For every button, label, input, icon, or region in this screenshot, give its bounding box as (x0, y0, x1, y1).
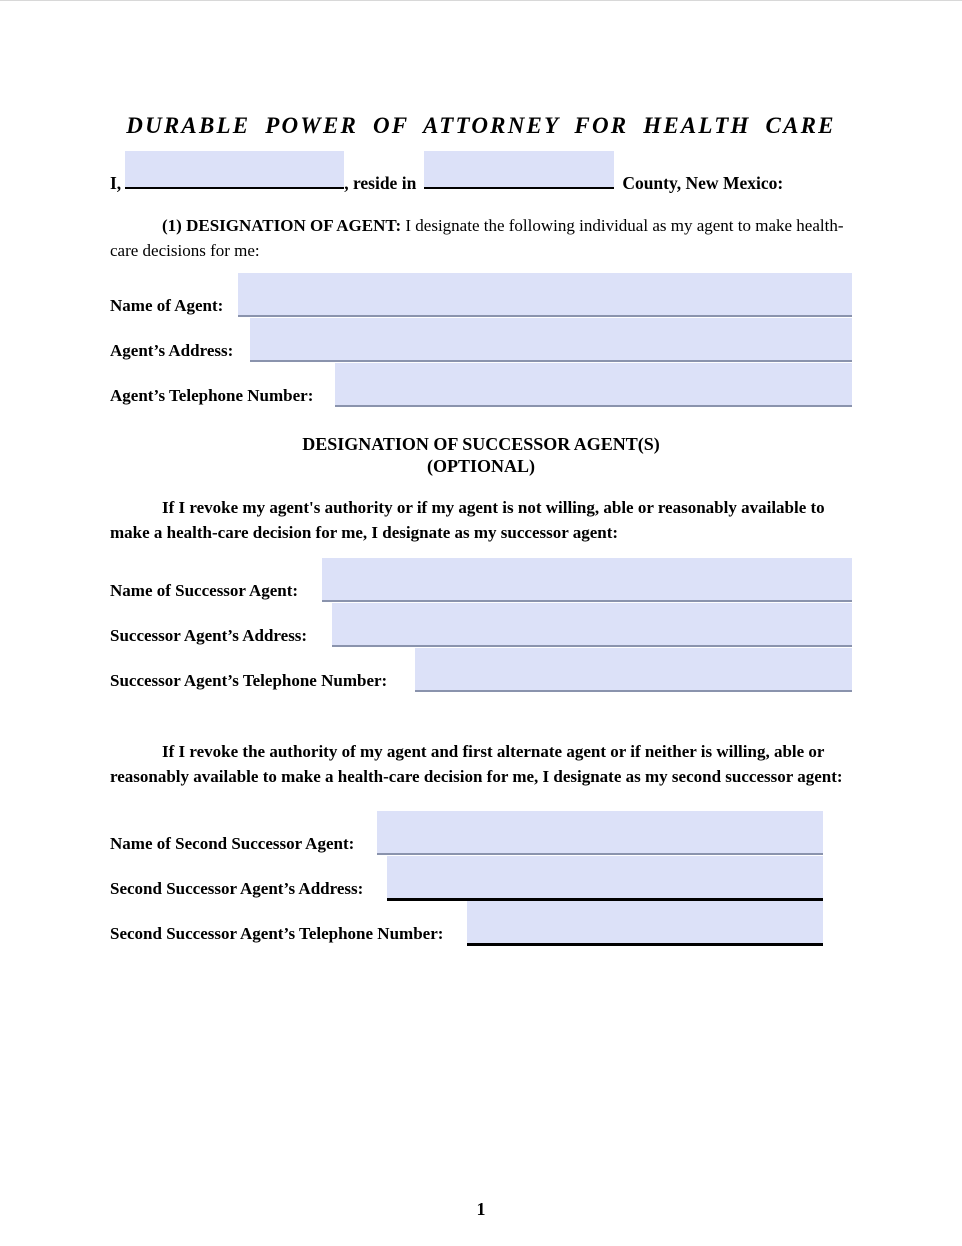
field-row-agent-phone (110, 381, 855, 407)
successor-section-heading (0, 433, 962, 477)
field-row-agent-address (110, 336, 855, 362)
second-successor-phone-rule (467, 943, 823, 946)
field-row-agent-name (110, 291, 855, 317)
agent-address-label: Agent’s Address: (110, 341, 234, 360)
residency-prefix-label: I, (110, 173, 122, 193)
residency-county-input-fill[interactable] (424, 151, 614, 187)
residency-name-input[interactable] (125, 169, 344, 189)
designation-of-agent-paragraph (110, 213, 850, 263)
residency-suffix-label: County, New Mexico: (622, 173, 784, 193)
successor-paragraph-text: If I revoke my agent's authority or if my agent is not willing, able or reasonably available to make a health-care decision for me, I designate as my successor agent: (110, 498, 825, 542)
agent-phone-input[interactable] (335, 363, 852, 407)
second-successor-address-input[interactable] (387, 856, 823, 900)
agent-name-input[interactable] (238, 273, 852, 317)
successor-address-label: Successor Agent’s Address: (110, 626, 308, 645)
agent-name-label: Name of Agent: (110, 296, 224, 315)
successor-phone-label: Successor Agent’s Telephone Number: (110, 671, 388, 690)
successor-heading-line-1: DESIGNATION OF SUCCESSOR AGENT(S) (302, 434, 660, 454)
field-row-successor-address (110, 621, 855, 647)
page-number: 1 (476, 1199, 486, 1219)
second-successor-name-input[interactable] (377, 811, 823, 855)
second-successor-name-rule (377, 853, 823, 855)
designation-heading: DESIGNATION OF AGENT: (186, 216, 402, 235)
successor-name-input[interactable] (322, 558, 852, 602)
field-row-second-successor-phone (110, 919, 825, 945)
page-title: DURABLE POWER OF ATTORNEY FOR HEALTH CARE (126, 113, 836, 138)
successor-name-label: Name of Successor Agent: (110, 581, 299, 600)
field-row-second-successor-name (110, 829, 825, 855)
designation-number: (1) (162, 216, 182, 235)
second-successor-address-rule (387, 898, 823, 901)
residency-name-input-fill[interactable] (125, 151, 344, 187)
designation-body: I designate the following individual as my agent to make health-care decisions for me: (110, 216, 844, 260)
second-successor-name-label: Name of Second Successor Agent: (110, 834, 355, 853)
successor-phone-rule (415, 690, 852, 692)
agent-name-rule (238, 315, 852, 317)
field-row-successor-name (110, 576, 855, 602)
second-successor-phone-label: Second Successor Agent’s Telephone Number: (110, 924, 444, 943)
residency-middle-label: , reside in (344, 173, 417, 193)
agent-phone-rule (335, 405, 852, 407)
field-row-successor-phone (110, 666, 855, 692)
successor-name-rule (322, 600, 852, 602)
second-successor-paragraph (110, 739, 850, 789)
successor-address-rule (332, 645, 852, 647)
second-successor-phone-input[interactable] (467, 901, 823, 945)
successor-paragraph (110, 495, 850, 545)
successor-address-input[interactable] (332, 603, 852, 647)
agent-address-rule (250, 360, 852, 362)
successor-heading-line-2: (OPTIONAL) (427, 456, 535, 476)
residency-county-input[interactable] (424, 169, 614, 189)
second-successor-paragraph-text: If I revoke the authority of my agent and first alternate agent or if neither is willing, able or reasonably available to make a health-care decision for me, I designate as my second successor agent: (110, 742, 843, 786)
agent-phone-label: Agent’s Telephone Number: (110, 386, 314, 405)
second-successor-address-label: Second Successor Agent’s Address: (110, 879, 364, 898)
residency-line (110, 169, 910, 193)
field-row-second-successor-address (110, 874, 825, 900)
agent-address-input[interactable] (250, 318, 852, 362)
successor-phone-input[interactable] (415, 648, 852, 692)
